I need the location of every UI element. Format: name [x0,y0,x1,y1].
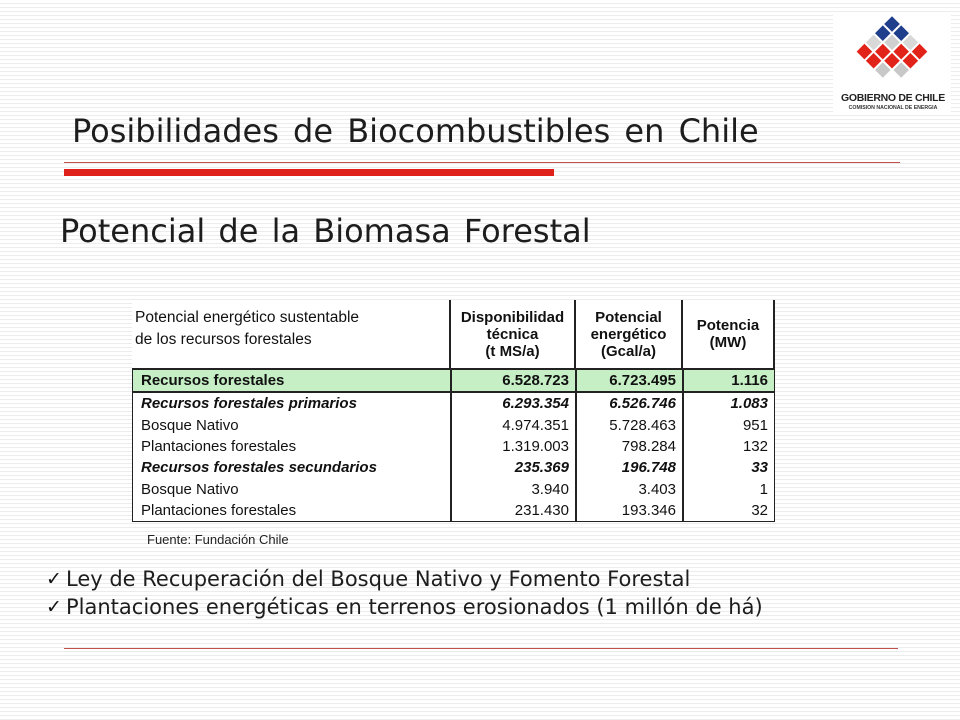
bullet-text: Plantaciones energéticas en terrenos erosionados (1 millón de há) [66,595,763,619]
logo-emblem-icon [853,16,931,90]
header-text: (t MS/a) [485,342,540,360]
header-text: (Gcal/a) [600,342,656,360]
cell-potencia: 132 [682,436,774,457]
bullet-list [46,565,763,621]
table-row-total [133,370,774,393]
cell-disponibilidad: 231.430 [450,500,575,521]
row-label: Bosque Nativo [141,480,239,498]
header-text: técnica [486,325,539,343]
cell-potencial: 3.403 [575,479,682,500]
cell-potencial: 196.748 [575,457,682,478]
header-text: Potencial [595,308,662,326]
table-caption [135,307,359,351]
table-row [133,479,774,500]
biomass-table [132,300,775,520]
cell-potencial: 5.728.463 [575,414,682,435]
bullet-text: Ley de Recuperación del Bosque Nativo y Fomento Forestal [66,567,691,591]
header-text: energético [590,325,667,343]
header-text: Disponibilidad [460,308,565,326]
table-row [133,393,774,414]
cell-potencia: 1.116 [682,370,774,391]
cell-disponibilidad: 6.293.354 [450,393,575,414]
cell-disponibilidad: 4.974.351 [450,414,575,435]
page-title: Posibilidades de Biocombustibles en Chile [72,112,759,150]
table-caption-line1: Potencial energético sustentable [135,309,360,326]
table-row [133,500,774,521]
cell-potencia: 951 [682,414,774,435]
bullet-item [46,593,763,621]
check-icon: ✓ [46,568,62,590]
source-note: Fuente: Fundación Chile [147,532,289,547]
cell-potencia: 33 [682,457,774,478]
page-subtitle: Potencial de la Biomasa Forestal [60,212,591,250]
cell-potencial: 798.284 [575,436,682,457]
table-body [132,368,775,522]
bullet-item [46,565,763,593]
table-row [133,457,774,478]
header-potencial [574,300,681,368]
row-label: Recursos forestales primarios [141,395,357,413]
table-caption-line2: de los recursos forestales [135,331,312,348]
table-row [133,414,774,435]
cell-potencia: 1.083 [682,393,774,414]
title-accent-bar [64,169,554,176]
row-label: Plantaciones forestales [141,437,297,455]
cell-disponibilidad: 235.369 [450,457,575,478]
footer-divider [64,648,898,649]
row-label: Recursos forestales secundarios [141,459,377,477]
logo [833,12,951,112]
cell-disponibilidad: 3.940 [450,479,575,500]
header-potencia [681,300,775,368]
logo-text-comision: COMISION NACIONAL DE ENERGIA [848,105,938,111]
cell-disponibilidad: 1.319.003 [450,436,575,457]
cell-potencial: 6.526.746 [575,393,682,414]
logo-text-gobierno: GOBIERNO DE CHILE [841,92,945,104]
row-label: Recursos forestales [141,372,285,389]
cell-disponibilidad: 6.528.723 [450,370,575,391]
row-label: Bosque Nativo [141,416,239,434]
cell-potencia: 1 [682,479,774,500]
check-icon: ✓ [46,596,62,618]
header-text: Potencia [696,317,760,334]
title-divider [64,162,900,163]
cell-potencial: 6.723.495 [575,370,682,391]
cell-potencia: 32 [682,500,774,521]
header-text: (MW) [709,334,747,351]
header-disponibilidad [449,300,574,368]
cell-potencial: 193.346 [575,500,682,521]
row-label: Plantaciones forestales [141,502,297,520]
table-row [133,436,774,457]
